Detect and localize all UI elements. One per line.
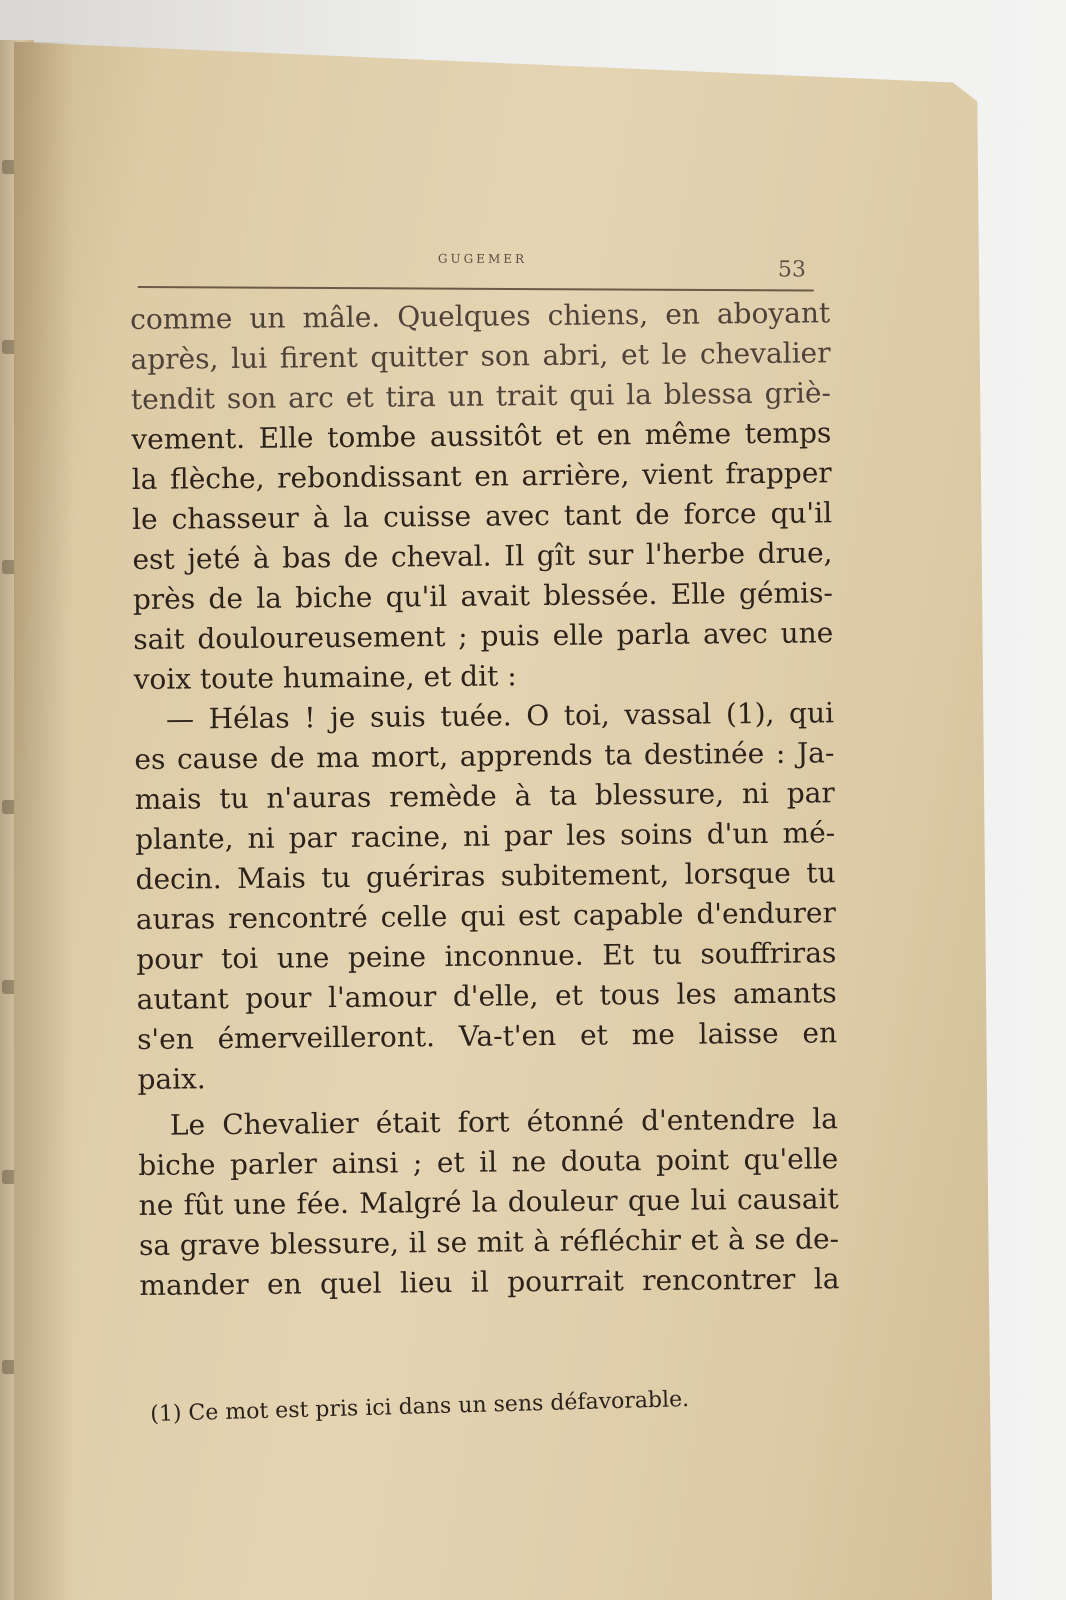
body-text: [130, 293, 840, 1306]
text-line: près de la biche qu'il avait blessée. Elle gémis-: [132, 576, 834, 616]
text-line: s'en émerveilleront. Va-t'en et me laisse en: [136, 1016, 838, 1056]
text-line: comme un mâle. Quelques chiens, en aboyant: [130, 296, 831, 336]
gutter-shadow: [14, 42, 74, 1600]
footnote: (1) Ce mot est pris ici dans un sens défavorable.: [150, 1386, 690, 1427]
text-line: après, lui firent quitter son abri, et le chevalier: [130, 336, 831, 376]
text-line: auras rencontré celle qui est capable d'endurer: [135, 896, 837, 936]
text-line: decin. Mais tu guériras subitement, lorsque tu: [135, 856, 836, 896]
text-line: mander en quel lieu il pourrait rencontrer la: [139, 1262, 840, 1302]
text-line: tendit son arc et tira un trait qui la blessa griè-: [130, 376, 832, 416]
text-line: pour toi une peine inconnue. Et tu souffriras: [136, 936, 837, 976]
text-line: autant pour l'amour d'elle, et tous les amants: [136, 976, 837, 1016]
text-line: le chasseur à la cuisse avec tant de force qu'il: [131, 496, 833, 536]
text-line: Le Chevalier était fort étonné d'entendre la: [169, 1102, 839, 1142]
text-line: la flèche, rebondissant en arrière, vient frapper: [131, 456, 832, 496]
text-line: ne fût une fée. Malgré la douleur que lui causait: [138, 1182, 839, 1222]
text-line: paix.: [137, 1062, 206, 1096]
text-line: mais tu n'auras remède à ta blessure, ni par: [134, 776, 835, 816]
text-line: biche parler ainsi ; et il ne douta point qu'elle: [138, 1142, 839, 1182]
text-line: vement. Elle tombe aussitôt et en même temps: [131, 416, 832, 456]
text-line: sa grave blessure, il se mit à réfléchir et à se de-: [138, 1222, 840, 1262]
running-header: [138, 242, 814, 292]
text-line: es cause de ma mort, apprends ta destinée : Ja-: [134, 736, 835, 776]
text-line: plante, ni par racine, ni par les soins d'un mé-: [135, 816, 836, 856]
running-title: GUGEMER: [437, 251, 528, 267]
text-line: voix toute humaine, et dit :: [133, 659, 517, 696]
page-number: 53: [777, 257, 806, 283]
text-line: est jeté à bas de cheval. Il gît sur l'herbe drue,: [132, 536, 833, 576]
text-line: sait douloureusement ; puis elle parla avec une: [133, 616, 834, 656]
text-line: — Hélas ! je suis tuée. O toi, vassal (1), qui: [165, 696, 835, 736]
